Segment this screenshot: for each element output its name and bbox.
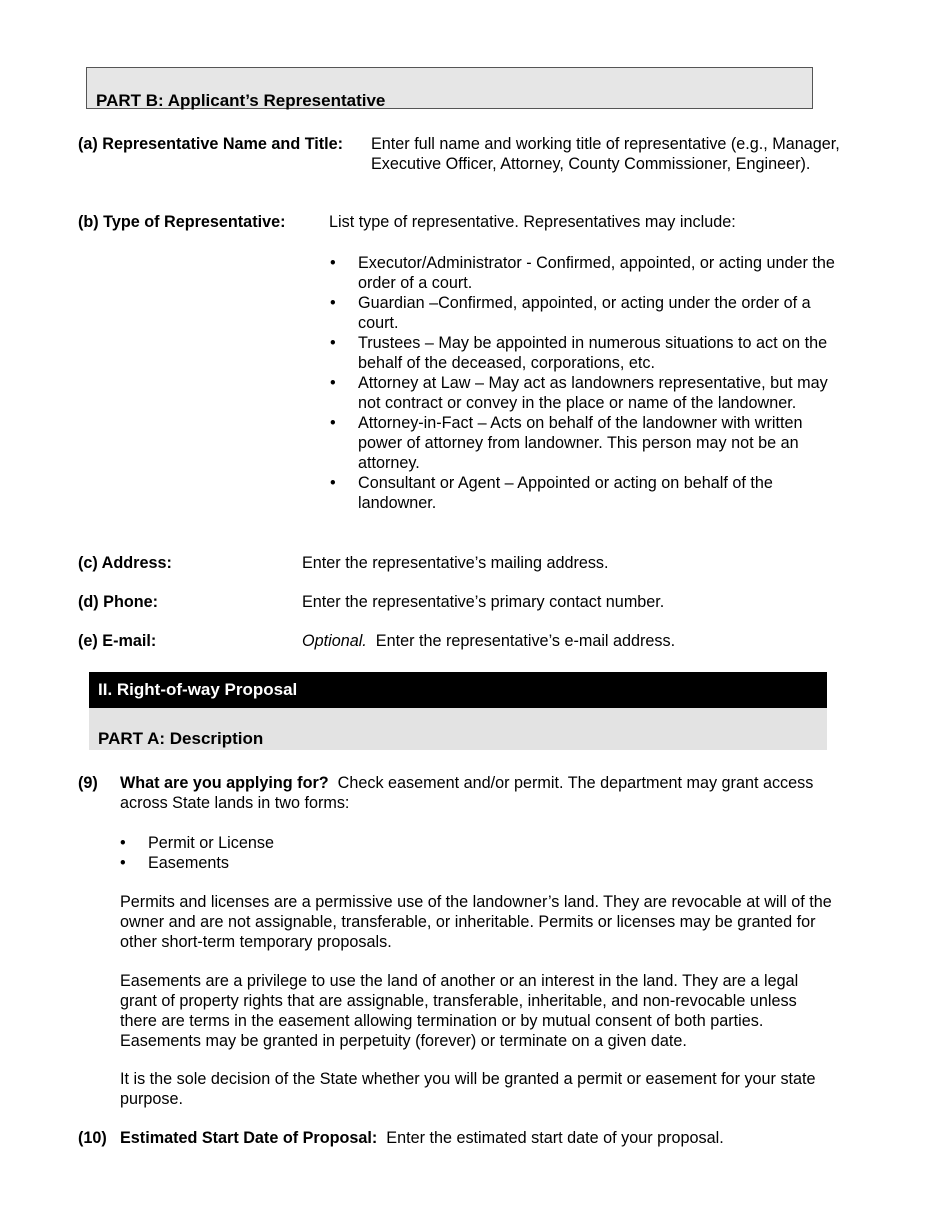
field-b-intro: List type of representative. Representatives may include: [329,213,736,231]
field-e-label: (e) E-mail: [78,632,157,650]
q9-question-text: Check easement and/or permit. The department may grant access across State lands in two forms: [120,774,814,812]
field-a-text: Enter full name and working title of representative (e.g., Manager, Executive Officer, Attorney, County Commissioner, Engineer). [371,135,840,173]
list-item: • Consultant or Agent – Appointed or acting on behalf of the landowner. [330,473,842,513]
field-c-text: Enter the representative’s mailing address. [302,554,609,572]
list-item: • Permit or License [120,833,520,853]
q10-number: (10) [78,1129,107,1147]
list-item: • Attorney at Law – May act as landowners representative, but may not contract or convey in the place or name of the landowner. [330,373,842,413]
part-a-header [89,708,827,750]
field-b-label: (b) Type of Representative: [78,213,286,231]
q9-number: (9) [78,774,98,792]
q9-easements-paragraph: Easements are a privilege to use the land of another or an interest in the land. They are a legal grant of property rights that are assignable, transferable, inheritable, and non-revocable unless there are terms in the easement allowing termination or by mutual consent of both parties. Easements may be granted in perpetuity (forever) or terminate on a given date. [120,972,799,1050]
field-c-label: (c) Address: [78,554,172,572]
field-e-text: Enter the representative’s e-mail address. [375,632,676,650]
section-ii-header [89,672,827,708]
field-a-label: (a) Representative Name and Title: [78,135,344,153]
q9-permits-paragraph: Permits and licenses are a permissive use of the landowner’s land. They are revocable at will of the owner and are not assignable, transferable, or inheritable. Permits or licenses may be granted for other short-term temporary proposals. [120,893,832,951]
representative-types-list [330,253,842,513]
part-b-title: PART B: Applicant’s Representative [96,91,386,110]
q10-question [120,1128,724,1148]
list-item: • Guardian –Confirmed, appointed, or acting under the order of a court. [330,293,842,333]
q9-decision-paragraph: It is the sole decision of the State whether you will be granted a permit or easement for your state purpose. [120,1070,816,1108]
optional-note: Optional. [302,632,367,650]
list-item: • Easements [120,853,520,873]
list-item: • Attorney-in-Fact – Acts on behalf of the landowner with written power of attorney from landowner. This person may not be an attorney. [330,413,842,473]
part-b-header [86,67,813,109]
list-item: • Trustees – May be appointed in numerous situations to act on the behalf of the deceased, corporations, etc. [330,333,842,373]
q9-question-label: What are you applying for? [120,774,329,792]
field-d-text: Enter the representative’s primary contact number. [302,593,665,611]
q9-question [120,773,830,813]
list-item: • Executor/Administrator - Confirmed, appointed, or acting under the order of a court. [330,253,842,293]
q10-question-text: Enter the estimated start date of your proposal. [386,1129,724,1147]
q9-forms-list [120,833,520,873]
section-ii-title: II. Right-of-way Proposal [98,680,298,699]
field-d-label: (d) Phone: [78,593,159,611]
field-e-text-wrap [302,631,675,651]
q10-question-label: Estimated Start Date of Proposal: [120,1129,378,1147]
part-a-title: PART A: Description [98,729,264,748]
